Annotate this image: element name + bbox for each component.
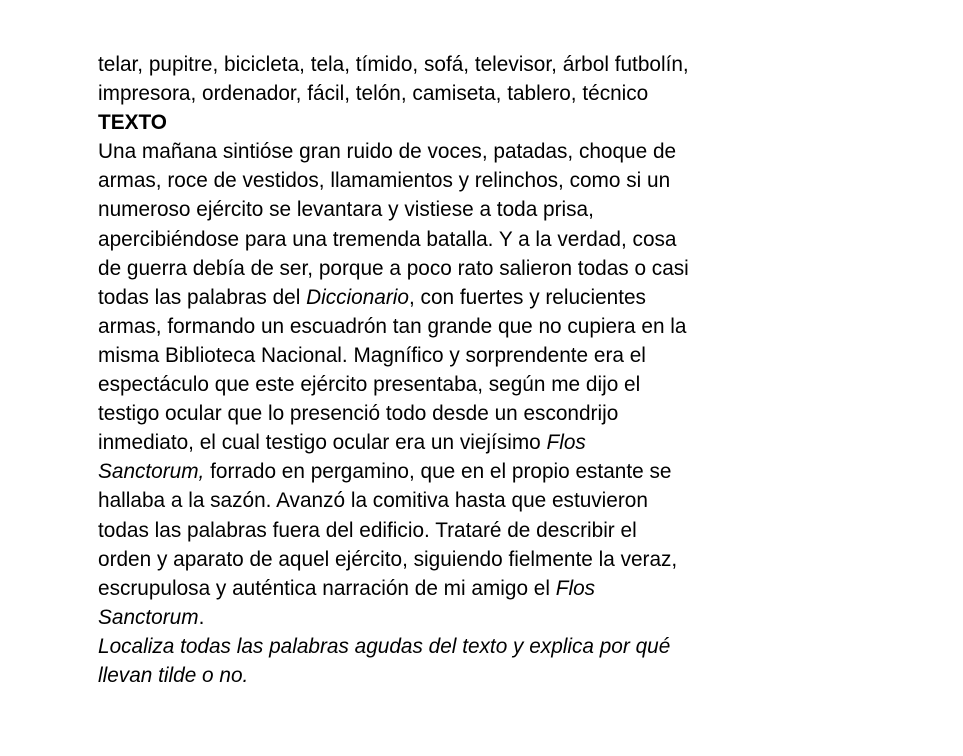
passage-line: armas, roce de vestidos, llamamientos y relinchos, como si un bbox=[98, 169, 671, 193]
passage-line bbox=[98, 457, 938, 486]
word-list-line: impresora, ordenador, fácil, telón, camiseta, tablero, técnico bbox=[98, 82, 649, 106]
instruction-line: llevan tilde o no. bbox=[98, 663, 249, 687]
book-title-diccionario: Diccionario bbox=[306, 285, 409, 309]
passage-line: numeroso ejército se levantara y vistiese a toda prisa, bbox=[98, 198, 594, 222]
book-title-sanctorum: Sanctorum, bbox=[98, 460, 205, 484]
book-title-flos: Flos bbox=[546, 431, 586, 455]
book-title-sanctorum: Sanctorum bbox=[98, 605, 199, 629]
passage-text: todas las palabras del bbox=[98, 285, 307, 309]
passage-line: Una mañana sintióse gran ruido de voces, patadas, choque de bbox=[98, 140, 677, 164]
book-title-flos: Flos bbox=[555, 576, 596, 600]
passage-text: inmediato, el cual testigo ocular era un viejísimo bbox=[98, 431, 547, 455]
passage-line: espectáculo que este ejército presentaba, según me dijo el bbox=[98, 373, 641, 397]
word-list bbox=[98, 50, 938, 108]
passage-line: apercibiéndose para una tremenda batalla. Y a la verdad, cosa bbox=[98, 227, 677, 251]
passage-line bbox=[98, 428, 938, 457]
passage-text: forrado en pergamino, que en el propio estante se bbox=[204, 460, 672, 484]
passage-text: , con fuertes y relucientes bbox=[408, 285, 646, 309]
passage-line: todas las palabras fuera del edificio. Trataré de describir el bbox=[98, 518, 637, 542]
passage-line: de guerra debía de ser, porque a poco rato salieron todas o casi bbox=[98, 256, 689, 280]
passage-text: . bbox=[198, 605, 205, 629]
passage-line: orden y aparato de aquel ejército, siguiendo fielmente la veraz, bbox=[98, 547, 678, 571]
passage-line: hallaba a la sazón. Avanzó la comitiva hasta que estuvieron bbox=[98, 489, 648, 513]
instruction-line: Localiza todas las palabras agudas del texto y explica por qué bbox=[98, 634, 671, 658]
passage-line: armas, formando un escuadrón tan grande que no cupiera en la bbox=[98, 314, 687, 338]
passage-line bbox=[98, 283, 938, 312]
passage-line bbox=[98, 574, 938, 603]
section-heading: TEXTO bbox=[98, 111, 167, 135]
passage-line: testigo ocular que lo presenció todo desde un escondrijo bbox=[98, 402, 619, 426]
passage-text: escrupulosa y auténtica narración de mi amigo el bbox=[98, 576, 556, 600]
word-list-line: telar, pupitre, bicicleta, tela, tímido, sofá, televisor, árbol futbolín, bbox=[98, 53, 689, 76]
passage-line bbox=[98, 603, 938, 632]
instruction bbox=[98, 632, 938, 690]
document-body bbox=[98, 50, 938, 690]
passage bbox=[98, 137, 938, 632]
passage-line: misma Biblioteca Nacional. Magnífico y sorprendente era el bbox=[98, 343, 646, 367]
